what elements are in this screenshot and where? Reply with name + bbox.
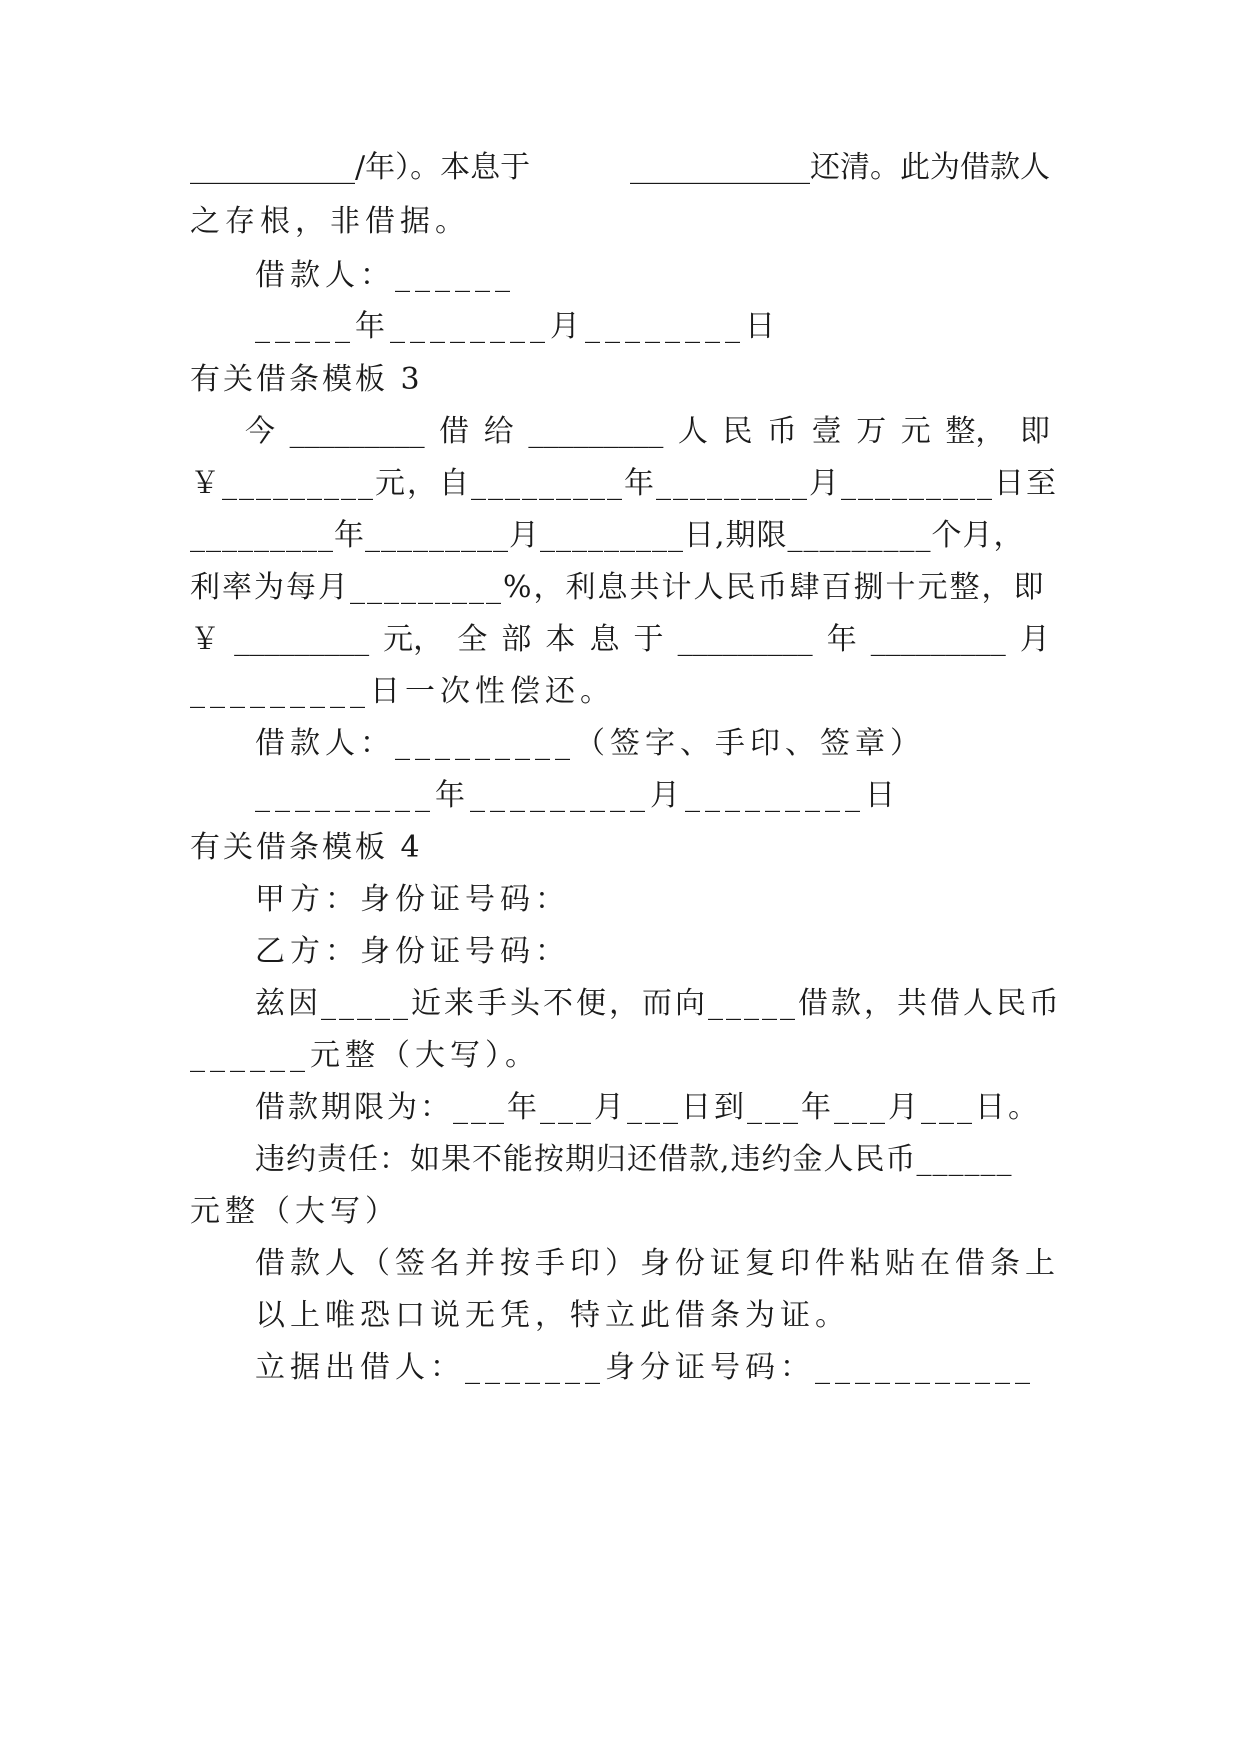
text-segment: ____________还清。此为借款人 [630, 150, 1050, 185]
text-segment: ___________/年）。本息于 [190, 150, 531, 185]
text-segment: 币 [767, 414, 798, 449]
section-heading: 有关借条模板 4 [190, 830, 423, 865]
text-line: _________年_________月_________日,期限_________个月， [190, 518, 1025, 553]
text-segment: 本 [545, 622, 576, 657]
text-line: 以上唯恐口说无凭，特立此借条为证。 [255, 1298, 850, 1333]
text-segment: 元 [900, 414, 931, 449]
text-segment: 于 [633, 622, 664, 657]
text-segment: 给 [483, 414, 514, 449]
text-segment: 壹 [811, 414, 842, 449]
text-segment: 部 [501, 622, 532, 657]
borrower-signature-line: 借款人：______ [255, 258, 515, 293]
text-line [190, 620, 1050, 660]
text-line: 之存根，非借据。 [190, 204, 470, 239]
text-line: ______元整（大写）。 [190, 1038, 540, 1073]
loan-term-line: 借款期限为：___年___月___日到___年___月___日。 [255, 1090, 1041, 1125]
party-b-line: 乙方：身份证号码： [255, 934, 570, 969]
text-line: 元整（大写） [190, 1194, 400, 1229]
blank-field: _________ [870, 622, 1006, 657]
text-line: 兹因_____近来手头不便，而向_____借款，共借人民币 [255, 986, 1062, 1021]
blank-field: _________ [528, 414, 664, 449]
text-segment: 年 [826, 622, 857, 657]
text-segment: 人 [677, 414, 708, 449]
blank-field: _________ [234, 622, 370, 657]
party-a-line: 甲方：身份证号码： [255, 882, 570, 917]
text-segment: 整， [945, 414, 1006, 449]
text-segment: 民 [722, 414, 753, 449]
text-line [190, 148, 1050, 188]
text-segment: ￥ [190, 622, 220, 657]
text-segment: 即 [1019, 414, 1050, 449]
borrower-signature-line: 借款人：_________（签字、手印、签章） [255, 726, 925, 761]
text-segment: 息 [589, 622, 620, 657]
blank-field: _________ [677, 622, 813, 657]
text-segment: 月 [1019, 622, 1050, 657]
text-segment: 全 [457, 622, 488, 657]
text-line: 借款人（签名并按手印）身份证复印件粘贴在借条上 [255, 1246, 1060, 1281]
text-segment: 元， [383, 622, 444, 657]
date-line: _________年_________月_________日 [255, 778, 900, 813]
penalty-line: 违约责任：如果不能按期归还借款,违约金人民币______ [255, 1142, 1013, 1177]
date-line: _____年________月________日 [255, 309, 780, 344]
blank-field: _________ [289, 414, 425, 449]
text-line: ￥_________元，自_________年_________月_________日至 [190, 466, 1058, 501]
lender-signature-line: 立据出借人：_______身分证号码：___________ [255, 1350, 1035, 1385]
text-line [245, 412, 1050, 452]
text-line: 利率为每月_________%，利息共计人民币肆百捌十元整，即 [190, 570, 1046, 605]
section-heading: 有关借条模板 3 [190, 362, 423, 397]
text-segment: 借 [439, 414, 470, 449]
text-line: _________日一次性偿还。 [190, 674, 615, 709]
text-segment: 万 [856, 414, 887, 449]
text-segment: 今 [245, 414, 275, 449]
